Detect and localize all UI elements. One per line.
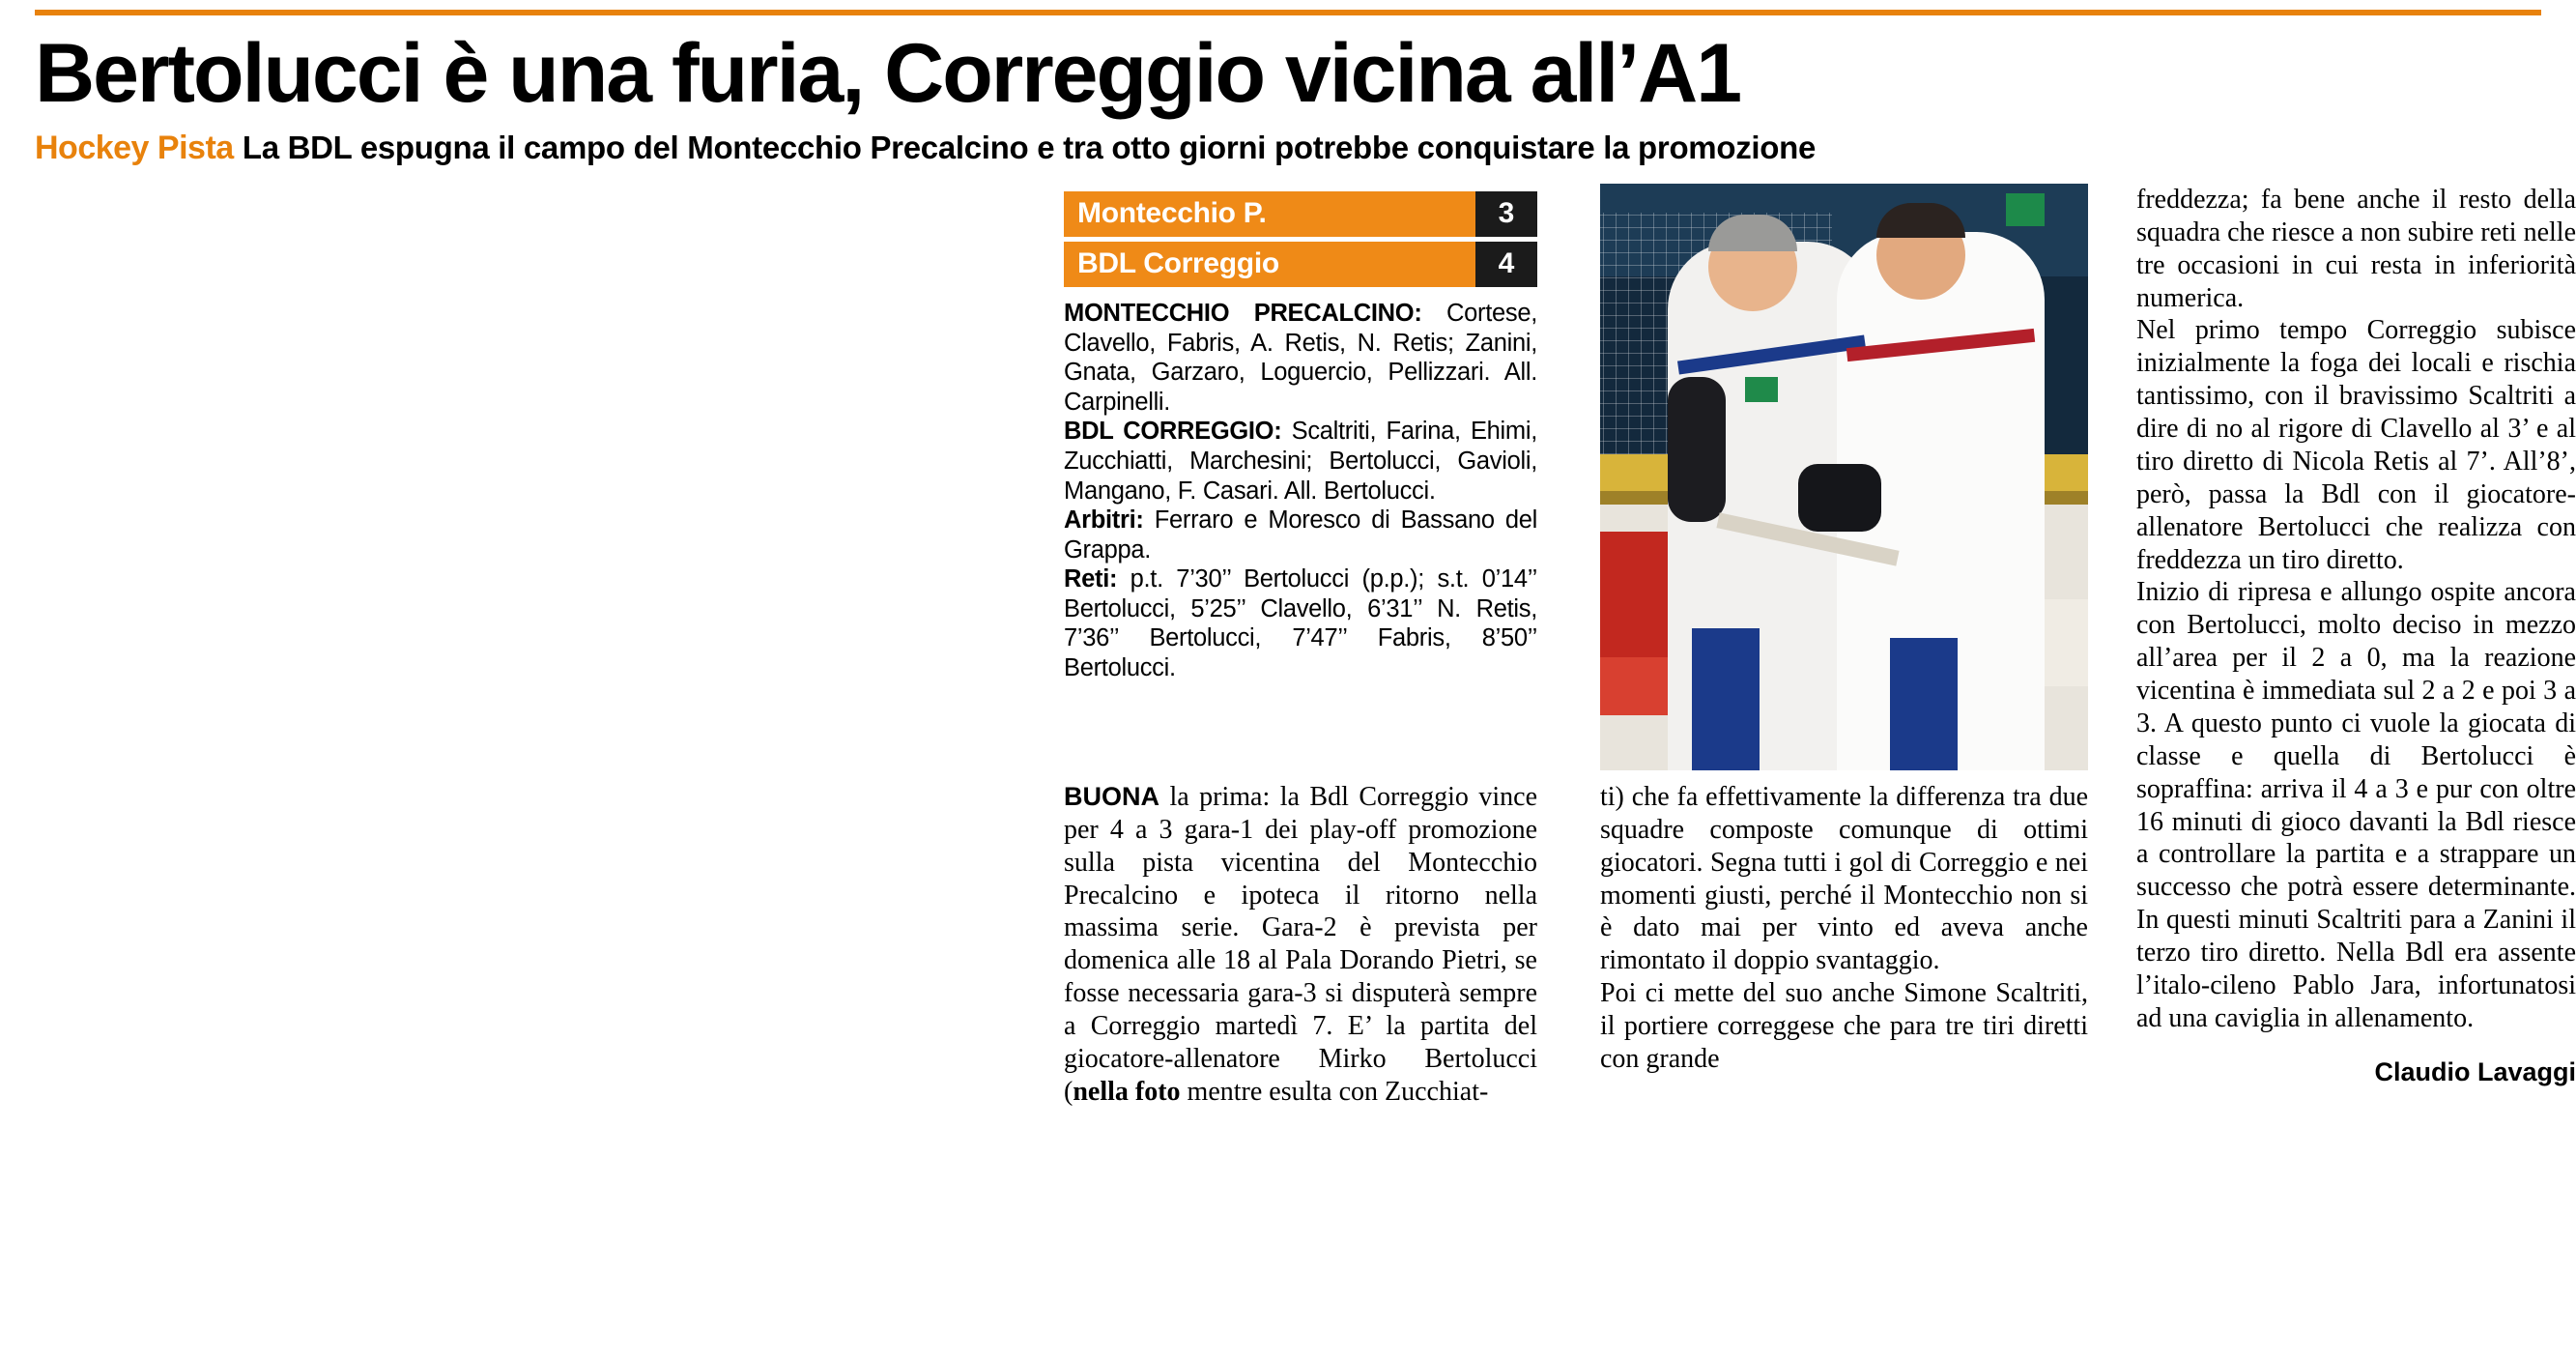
- team-name-home: Montecchio P.: [1064, 191, 1475, 237]
- story-column-3: [2136, 184, 2576, 1087]
- lineup-home-text: Cortese, Clavello, Fabris, A. Retis, N. Retis; Zanini, Gnata, Garzaro, Loguercio, Pellizzari. All. Carpinelli.: [1064, 299, 1537, 416]
- lineups-block: [1064, 299, 1537, 683]
- story-paragraph: Nel primo tempo Correggio subisce inizialmente la foga dei locali e rischia tantissimo, con il bravissimo Scaltriti a dire di no al rigore di Clavello al 3’ e al tiro diretto di Nicola Retis al 7’. All’8’, però, passa la Bdl con il giocatore-allenatore Bertolucci che realizza con freddezza un tiro diretto.: [2136, 315, 2576, 575]
- team-name-away: BDL Correggio: [1064, 242, 1475, 287]
- scorebox-column: [1064, 191, 1537, 683]
- scorebox-row: [1064, 191, 1537, 237]
- team-goals-away: 4: [1475, 242, 1537, 287]
- story-column-1: [1064, 781, 1537, 1109]
- referees-label: Arbitri:: [1064, 506, 1144, 535]
- story-paragraph: ti) che fa effettivamente la differenza tra due squadre composte comunque di ottimi giocatori. Segna tutti i gol di Correggio e nei momenti giusti, perché il Montecchio non si è dato mai per vinto ed aveva anche rimontato il doppio svantaggio.: [1600, 781, 2088, 976]
- lineup-away: [1064, 417, 1537, 506]
- goals-list: [1064, 564, 1537, 682]
- story-col1-text-end: mentre esulta con Zucchiat-: [1180, 1076, 1489, 1107]
- lineup-home-label: MONTECCHIO PRECALCINO:: [1064, 299, 1422, 327]
- player-socks-right: [1890, 638, 1958, 770]
- story-paragraph: Inizio di ripresa e allungo ospite ancora con Bertolucci, molto deciso in mezzo all’area per il 2 a 0, ma la reazione vicentina è immediata sul 2 a 2 e poi 3 a 3. A questo punto ci vuole la giocata di classe e quella di Bertolucci è sopraffina: arriva il 4 a 3 e pur con oltre 16 minuti di gioco davanti la Bdl riesce a controllare la partita e a strappare un successo che potrà essere determinante. In questi minuti Scaltriti para a Zanini il terzo tiro diretto. Nella Bdl era assente l’italo-cileno Pablo Jara, infortunatosi ad una caviglia in allenamento.: [2136, 577, 2576, 1033]
- player-socks-left: [1692, 628, 1760, 770]
- newspaper-page: [0, 10, 2576, 1359]
- lineup-away-label: BDL CORREGGIO:: [1064, 418, 1282, 446]
- section-kicker: Hockey Pista: [35, 130, 234, 167]
- scorebox: [1064, 191, 1537, 287]
- goals-text: p.t. 7’30’’ Bertolucci (p.p.); s.t. 0’14’’ Bertolucci, 5’25’’ Clavello, 6’31’’ N. Retis, 7’36’’ Bertolucci, 7’47’’ Fabris, 8’50’’ Bertolucci.: [1064, 565, 1537, 682]
- story-lead-in: BUONA: [1064, 781, 1159, 811]
- goals-label: Reti:: [1064, 565, 1118, 593]
- jersey-badge: [1745, 377, 1778, 402]
- referees-text: Ferraro e Moresco di Bassano del Grappa.: [1064, 506, 1537, 564]
- scorebox-row: [1064, 242, 1537, 287]
- lineup-home: [1064, 299, 1537, 417]
- lineup-away-text: Scaltriti, Farina, Ehimi, Zucchiatti, Marchesini; Bertolucci, Gavioli, Mangano, F. Casari. All. Bertolucci.: [1064, 418, 1537, 505]
- story-paragraph: Poi ci mette del suo anche Simone Scaltriti, il portiere correggese che para tre tiri diretti con grande: [1600, 978, 2088, 1074]
- story-col1-text: la prima: la Bdl Correggio vince per 4 a 3 gara-1 dei play-off promozione sulla pista vicentina del Montecchio Precalcino e ipoteca il ritorno nella massima serie. Gara-2 è prevista per domenica alle 18 al Pala Dorando Pietri, se fosse necessaria gara-3 si disputerà sempre a Correggio martedì 7. E’ la partita del giocatore-allenatore Mirko Bertolucci (: [1064, 781, 1537, 1107]
- article-body: [35, 184, 2576, 1342]
- subheadline-text: La BDL espugna il campo del Montecchio Precalcino e tra otto giorni potrebbe conquistare la promozione: [242, 130, 1817, 166]
- page-title: Bertolucci è una furia, Correggio vicina all’A1: [35, 27, 1741, 120]
- top-rule: [35, 10, 2541, 15]
- player-arm-left: [1668, 377, 1726, 522]
- story-paragraph: freddezza; fa bene anche il resto della squadra che riesce a non subire reti nelle tre occasioni in cui resta in inferiorità numerica.: [2136, 184, 2576, 313]
- subheadline: [35, 131, 2541, 166]
- player-glove: [1798, 464, 1881, 532]
- team-goals-home: 3: [1475, 191, 1537, 237]
- story-column-2: [1600, 781, 2088, 1076]
- exit-sign-icon: [2006, 193, 2045, 226]
- story-col1-bold: nella foto: [1073, 1076, 1181, 1107]
- story-paragraph: [1064, 781, 1537, 1109]
- referees: [1064, 506, 1537, 564]
- byline: Claudio Lavaggi: [2374, 1056, 2576, 1086]
- article-photo: [1600, 184, 2088, 770]
